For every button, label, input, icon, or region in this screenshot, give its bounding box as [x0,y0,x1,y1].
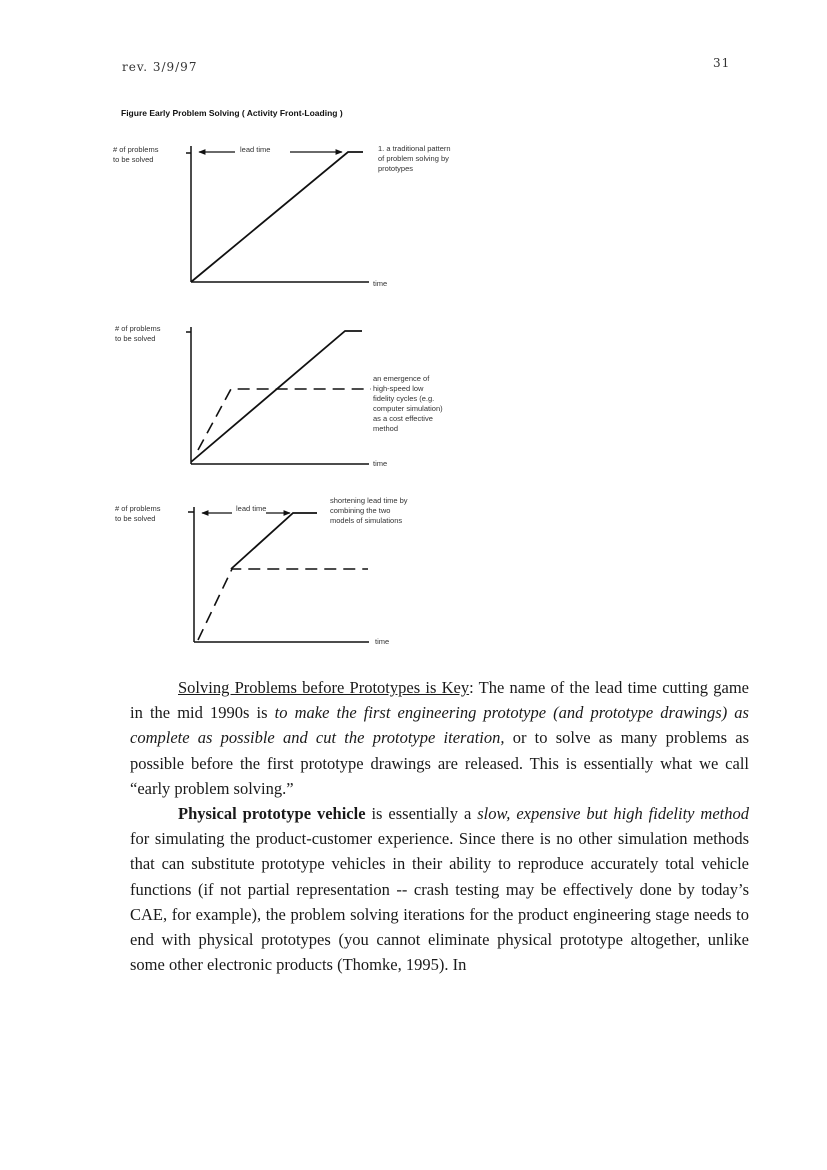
panel2-traditional-line [191,331,362,462]
paragraph-early-problem-solving: Solving Problems before Prototypes is Key: The name of the lead time cutting game in the mid 1990s is to make the first engineering prototype (and prototype drawings) as complete as possible and cut the prototype iteration, or to solve as many problems as possible before the first prototype drawings are released. This is essentially what we call “early problem solving.” [130,678,749,798]
panel2-annotation-line1: an emergence of [373,374,430,383]
panel3-xlabel: time [375,637,390,646]
panel1-ylabel-line2: to be solved [113,155,154,164]
figure-title: Figure Early Problem Solving ( Activity Front-Loading ) [121,108,343,118]
panel2-annotation-line5: as a cost effective [373,414,433,423]
page-number: 31 [713,56,731,70]
panel2-ylabel-line1: # of problems [115,324,161,333]
panel2-xlabel: time [373,459,388,468]
panel1-annotation-line3: prototypes [378,164,414,173]
panel2-ylabel-line2: to be solved [115,334,156,343]
panel1-traditional-line [191,152,363,282]
section-heading: Solving Problems before Prototypes is Key [178,678,470,697]
panel2-simulation-dashed-line [198,389,371,450]
panel1-annotation-line2: of problem solving by [378,154,449,163]
panel3-annotation-line1: shortening lead time by [330,496,408,505]
panel2-annotation-line4: computer simulation) [373,404,443,413]
paragraph-physical-prototype: Physical prototype vehicle is essentially a slow, expensive but high fidelity method for simulating the product-customer experience. Since there is no other simulation methods that can substitute prototype vehicles in their ability to reproduce accurately total vehicle functions (if not partial representation -- crash testing may be effectively done by today’s CAE, for example), the problem solving iterations for the product engineering stage needs to end with physical prototypes (you cannot eliminate physical prototype altogether, unlike some other electronic products (Thomke, 1995). In [130,804,749,975]
panel3-annotation-line2: combining the two [330,506,391,515]
panel3-ylabel-line2: to be solved [115,514,156,523]
panel3-ylabel-line1: # of problems [115,504,161,513]
panel1-annotation-line1: 1. a traditional pattern [378,144,451,153]
body-text [130,675,749,977]
panel2-annotation-line6: method [373,424,399,433]
panel1-xlabel: time [373,279,388,288]
panel2-annotation-line2: high-speed low [373,384,424,393]
panel3-lead-time: lead time [236,504,267,513]
panel3-combined-dashed-line [198,569,368,640]
panel2-annotation-line3: fidelity cycles (e.g. [373,394,435,403]
panel1-ylabel-line1: # of problems [113,145,159,154]
panel3-combined-solid-line [231,513,317,569]
physical-prototype-term: Physical prototype vehicle [178,804,366,824]
panel3-annotation-line3: models of simulations [330,516,403,525]
revision-date: rev. 3/9/97 [122,60,198,74]
panel1-lead-time: lead time [240,145,271,154]
